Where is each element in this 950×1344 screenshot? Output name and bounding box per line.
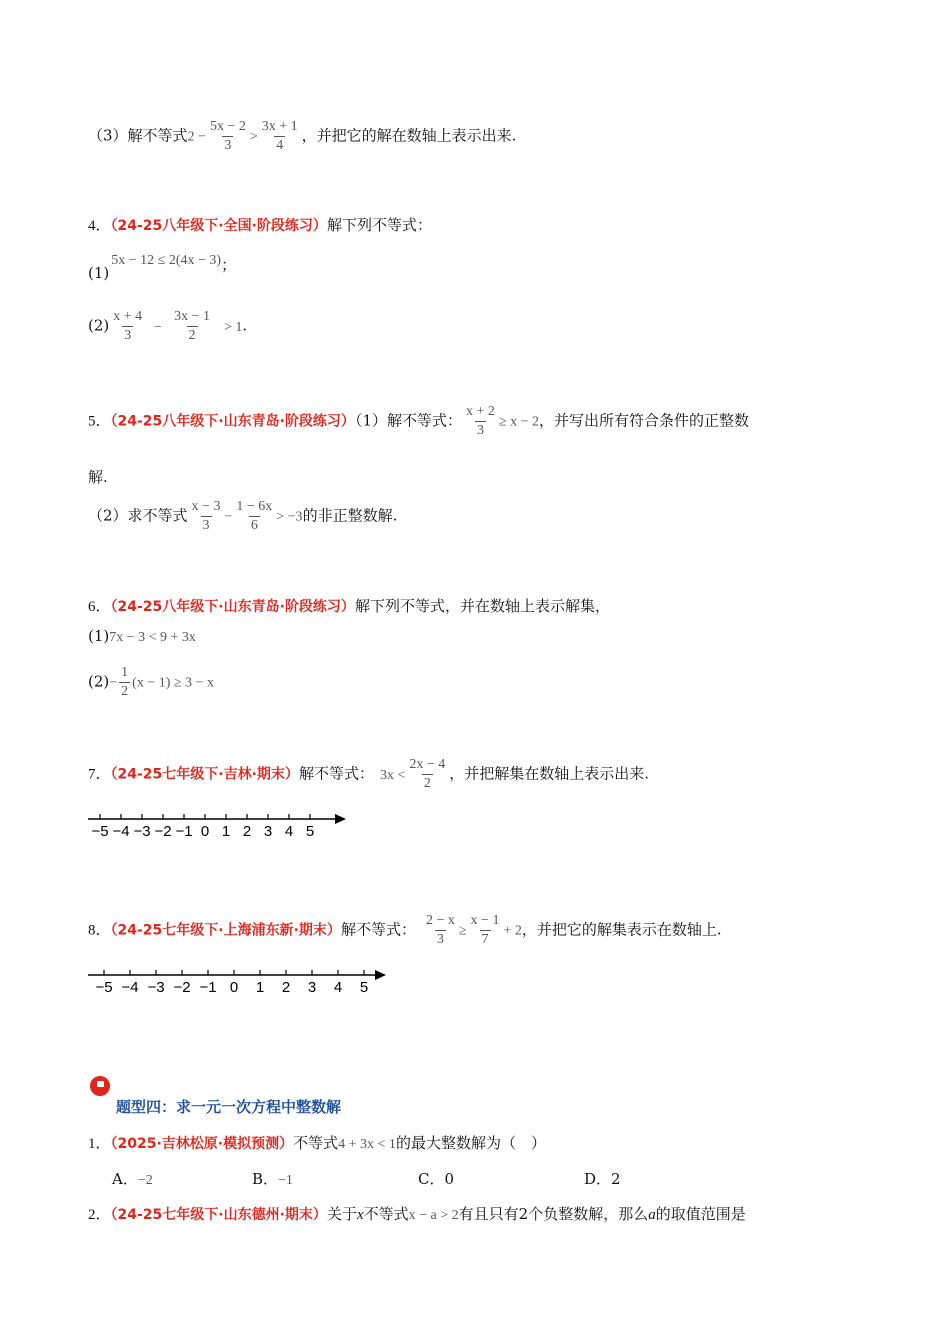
- s1-line: 1．（2025·吉林松原·模拟预测）不等式4 + 3x < 1的最大整数解为（ ）: [88, 1134, 546, 1152]
- axis-label: −1: [199, 979, 217, 996]
- q4-text: 解下列不等式：: [326, 216, 432, 234]
- axis-label: −1: [175, 823, 193, 840]
- arrow-icon: [375, 970, 386, 980]
- q4-p2-frac1: $\frac{x + 4}{3}$: [113, 309, 143, 343]
- axis-label: 4: [333, 979, 343, 996]
- q4-p1-tail: ；: [221, 256, 237, 274]
- s2-source: （24-25七年级下·山东德州·期末）: [110, 1207, 327, 1223]
- section-heading: [90, 1076, 110, 1100]
- q3-tail: ，并把它的解在数轴上表示出来.: [301, 126, 517, 145]
- q6-line: 6．（24-25八年级下·山东青岛·阶段练习）解下列不等式，并在数轴上表示解集，: [88, 597, 610, 615]
- q4-line: [88, 214, 432, 235]
- axis-label: −3: [147, 979, 165, 996]
- axis-label: −5: [95, 979, 113, 996]
- q4-number: 4．: [88, 218, 111, 234]
- q5-source: （24-25八年级下·山东青岛·阶段练习）: [110, 413, 355, 430]
- q3-op: >: [249, 129, 258, 145]
- axis-label: 2: [242, 823, 252, 840]
- q3-frac1: $\frac{5x - 2}{3}$: [209, 119, 246, 153]
- q6-part1: (1)7x − 3 < 9 + 3x: [88, 627, 196, 645]
- axis-label: 1: [221, 823, 231, 840]
- q8-line: 8．（24-25七年级下·上海浦东新·期末）解不等式： $\frac{2 - x}{3}$ ≥ $\frac{x - 1}{7}$ + 2，并把它的解集表示在数轴上.: [88, 913, 722, 947]
- s1-option-d[interactable]: D．2: [584, 1170, 621, 1188]
- q3-lhs: 2 −: [187, 129, 206, 145]
- axis-label: 1: [255, 979, 265, 996]
- section-title: 题型四：求一元一次方程中整数解: [116, 1098, 342, 1116]
- s1-source: （2025·吉林松原·模拟预测）: [110, 1136, 294, 1152]
- axis-label: 4: [284, 823, 294, 840]
- q4-p2-frac2: $\frac{3x - 1}{2}$: [174, 309, 210, 343]
- axis-label: −2: [154, 823, 172, 840]
- q5-continue: 解.: [88, 468, 108, 486]
- q5-part2: （2）求不等式 $\frac{x - 3}{3}$ − $\frac{1 - 6x}{6}$ > −3的非正整数解.: [88, 499, 398, 533]
- axis-label: 5: [305, 823, 315, 840]
- q6-number: 6．: [88, 599, 111, 615]
- s1-number: 1．: [88, 1136, 111, 1152]
- q7-number: 7．: [88, 766, 111, 783]
- q8-number-line: [86, 964, 392, 996]
- q6-part2: (2)− $\frac{1}{2}$ (x − 1) ≥ 3 − x: [88, 665, 214, 699]
- s1-option-a[interactable]: A．−2: [112, 1170, 153, 1188]
- axis-label: −4: [121, 979, 139, 996]
- axis-label: −5: [91, 823, 109, 840]
- axis-label: 0: [200, 823, 210, 840]
- q8-number: 8．: [88, 922, 111, 939]
- s1-option-c[interactable]: C．0: [418, 1170, 455, 1188]
- q7-line: 7．（24-25七年级下·吉林·期末）解不等式： 3x < $\frac{2x - 4}{2}$ ，并把解集在数轴上表示出来.: [88, 757, 650, 791]
- flag-icon: [90, 1076, 110, 1096]
- axis-label: −3: [133, 823, 151, 840]
- axis-label: 2: [281, 979, 291, 996]
- q4-p1-label: (1): [88, 264, 110, 282]
- arrow-icon: [335, 814, 346, 824]
- q3-label: （3）解不等式: [88, 126, 188, 145]
- q4-part2: (2) $\frac{x + 4}{3}$ − $\frac{3x - 1}{2}$ > 1.: [88, 309, 248, 343]
- axis-label: 0: [229, 979, 239, 996]
- axis-label: −2: [173, 979, 191, 996]
- q5-p1-frac: $\frac{x + 2}{3}$: [465, 404, 495, 438]
- s2-line: 2．（24-25七年级下·山东德州·期末）关于x不等式x − a > 2有且只有2个负整数解，那么a的取值范围是: [88, 1205, 746, 1223]
- axis-label: 5: [359, 979, 369, 996]
- q7-source: （24-25七年级下·吉林·期末）: [110, 766, 299, 783]
- q7-number-line: [86, 808, 356, 840]
- q4-part1: [88, 248, 237, 282]
- axis-label: 3: [307, 979, 317, 996]
- s1-option-b[interactable]: B．−1: [252, 1170, 293, 1188]
- q5-line: 5．（24-25八年级下·山东青岛·阶段练习）（1）解不等式： $\frac{x + 2}{3}$ ≥ x − 2，并写出所有符合条件的正整数: [88, 404, 749, 438]
- q5-number: 5．: [88, 413, 111, 430]
- s2-number: 2．: [88, 1207, 111, 1223]
- q4-p1-math: 5x − 12 ≤ 2(4x − 3): [111, 253, 222, 268]
- axis-label: −4: [112, 823, 130, 840]
- q3-line: [88, 118, 516, 155]
- axis-label: 3: [263, 823, 273, 840]
- q3-frac2: $\frac{3x + 1}{4}$: [261, 119, 298, 153]
- q6-source: （24-25八年级下·山东青岛·阶段练习）: [110, 599, 355, 615]
- q4-source: （24-25八年级下·全国·阶段练习）: [110, 218, 327, 234]
- q8-source: （24-25七年级下·上海浦东新·期末）: [110, 922, 341, 939]
- q4-p2-label: (2): [88, 316, 110, 335]
